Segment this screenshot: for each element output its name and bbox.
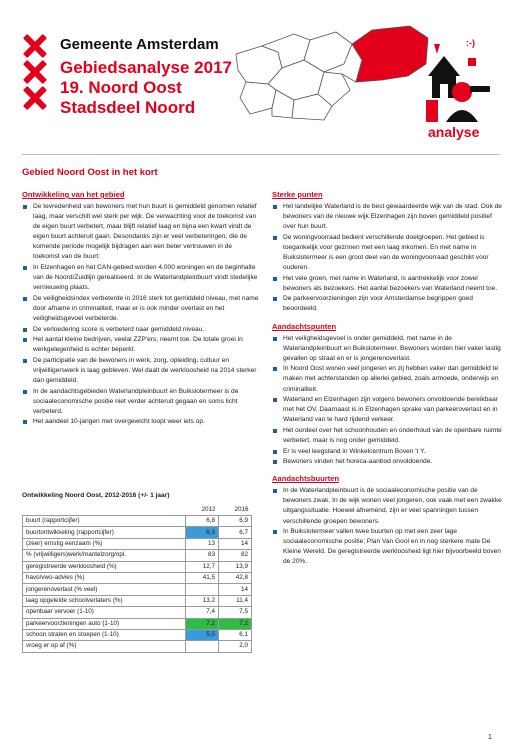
value-2016: 7,2 <box>219 618 252 629</box>
report-title: Gebiedsanalyse 2017 <box>60 58 233 77</box>
value-2016: 14 <box>219 584 252 595</box>
map-region <box>240 82 276 114</box>
list-item: Bewoners vinden het horeca-aanbod onvoldoende. <box>272 457 502 467</box>
attention-list <box>272 334 502 468</box>
list-item: Het landelijke Waterland is de best gewaardeerde wijk van de stad. Ook de bewoners van de nieuwe wijk Elzenhagen zijn boven gemiddeld positief over hun buurt. <box>272 202 502 232</box>
focus-neighbourhoods-list <box>272 486 502 567</box>
value-2012: 83 <box>186 550 219 561</box>
row-label: parkeervoorzieningen auto (1-10) <box>23 618 186 629</box>
logo-shape <box>434 44 440 54</box>
list-item: Er is veel leegstand in Winkelcentrum Boven 't Y. <box>272 447 502 457</box>
table-header-row <box>23 505 252 516</box>
cross-icon <box>23 86 47 110</box>
development-list <box>22 202 260 428</box>
list-item: Het oordeel over het schoonhouden en onderhoud van de openbare ruimte verbetert, maar is nog onder gemiddeld. <box>272 426 502 446</box>
value-2012 <box>186 641 219 652</box>
logo-shape <box>426 100 438 122</box>
value-2012: 7,4 <box>186 607 219 618</box>
row-label: jongerenoverlast (% veel) <box>23 584 186 595</box>
value-2012: 41,5 <box>186 572 219 583</box>
value-2016: 82 <box>219 550 252 561</box>
header-divider <box>22 154 500 155</box>
left-column <box>22 190 260 428</box>
list-item: In Elzenhagen en het CAN-gebied worden 4.000 woningen en de beginhalte van de Noord/Zuidlijn gerealiseerd. In de Waterlandpleinbuurt vindt stedelijke vernieuwing plaats. <box>22 263 260 293</box>
table-row <box>23 572 252 583</box>
row-label: buurt (rapportcijfer) <box>23 516 186 527</box>
value-2012: 5,5 <box>186 629 219 640</box>
list-item: In de Waterlandpleinbuurt is de sociaaleconomische positie van de bewoners zwak. In de wijk wonen veel jongeren, ook vaak met een zwakke uitgangssituatie. Hoewel afnemend, zijn er veel spanningen tussen verschillende groepen bewoners. <box>272 486 502 526</box>
page-number: 1 <box>488 734 492 741</box>
list-item: Het vele groen, met name in Waterland, is aantrekkelijk voor zowel bewoners als bezoekers. Het aantal bezoekers van Waterland neemt toe. <box>272 274 502 294</box>
row-label: % (vrijwilligers)werk/mantelzorg/opl. <box>23 550 186 561</box>
list-item: De participatie van de bewoners in werk, zorg, opleiding, cultuur en vrijwilligerswerk is laag gebleven. Wel daalt de werkloosheid na 2014 sterker dan gemiddeld. <box>22 356 260 386</box>
row-label: openbaar vervoer (1-10) <box>23 607 186 618</box>
table-row <box>23 516 252 527</box>
development-heading: Ontwikkeling van het gebied <box>22 190 125 199</box>
value-2012 <box>186 584 219 595</box>
value-2012: 13,2 <box>186 595 219 606</box>
district-title: Stadsdeel Noord <box>60 98 196 117</box>
list-item: De parkeervoorzieningen zijn voor Amsterdamse begrippen goed beoordeeld. <box>272 294 502 314</box>
table-row <box>23 550 252 561</box>
row-label: schoon straten en stoepen (1-10) <box>23 629 186 640</box>
list-item: Waterland en Elzenhagen zijn volgens bewoners onvoldoende bereikbaar met het OV. Daarnaast is in Elzenhagen sprake van parkeeroverlast en in Waterland van te hard rijdend verkeer. <box>272 395 502 425</box>
list-item: In de aandachtsgebieden Waterlandpleinbuurt en Buikslotermeer is de sociaaleconomische positie niet verder achteruit gegaan en soms licht verbeterd. <box>22 387 260 417</box>
attention-heading: Aandachtspunten <box>272 321 337 331</box>
amsterdam-crosses-logo <box>23 34 47 112</box>
area-title: 19. Noord Oost <box>60 78 182 97</box>
value-2016: 6,1 <box>219 629 252 640</box>
logo-text: analyse <box>428 124 480 140</box>
table-row <box>23 641 252 652</box>
person-icon <box>446 110 478 122</box>
row-label: havo/vwo-advies (%) <box>23 572 186 583</box>
table-row <box>23 561 252 572</box>
row-label: geregistreerde werkloosheid (%) <box>23 561 186 572</box>
list-item: De verloedering score is verbeterd naar gemiddeld niveau. <box>22 325 260 335</box>
table-row <box>23 629 252 640</box>
table-title: Ontwikkeling Noord Oost, 2012-2016 (+/- 1 jaar) <box>22 492 170 499</box>
district-map <box>232 24 432 122</box>
focus-neighbourhoods-heading: Aandachtsbuurten <box>272 474 340 484</box>
list-item: Het aandeel 10-jarigen met overgewicht loopt weer iets op. <box>22 417 260 427</box>
development-table <box>22 505 252 653</box>
organization-name: Gemeente Amsterdam <box>60 36 219 53</box>
house-icon <box>428 56 460 76</box>
table-row <box>23 527 252 538</box>
value-2012: 12,7 <box>186 561 219 572</box>
value-2016: 14 <box>219 538 252 549</box>
list-item: De woningvoorraad bedient verschillende doelgroepen. Het gebied is toegankelijk voor geznnen met een laag inkomen. En met name in Buikslotermeer is een groot deel van de woningvoorraad geschikt voor ouderen. <box>272 233 502 273</box>
value-2016: 6,7 <box>219 527 252 538</box>
row-label: vroeg er op af (%) <box>23 641 186 652</box>
value-2012: 13 <box>186 538 219 549</box>
year-header: 2016 <box>219 505 252 516</box>
cross-icon <box>23 34 47 58</box>
table-row <box>23 607 252 618</box>
strengths-list <box>272 202 502 315</box>
value-2016: 13,9 <box>219 561 252 572</box>
table-row <box>23 595 252 606</box>
value-2016: 42,8 <box>219 572 252 583</box>
value-2016: 2,0 <box>219 641 252 652</box>
logo-symbols: :-) <box>466 38 475 48</box>
value-2016: 7,5 <box>219 607 252 618</box>
person-head-icon <box>452 82 472 102</box>
table-row <box>23 584 252 595</box>
row-label: laag opgeleide schoolverlaters (%) <box>23 595 186 606</box>
cross-icon <box>23 60 47 84</box>
value-2012: 7,2 <box>186 618 219 629</box>
section-title: Gebied Noord Oost in het kort <box>22 167 158 178</box>
list-item: In Buikslotermeer vallen twee buurten op met een zeer lage sociaaleconomische positie; Plan Van Gool en in nog sterkere mate De Kleine Wereld. De geregistreerde werkloosheid ligt hier bijvoorbeeld boven de 20%. <box>272 527 502 567</box>
highlighted-region <box>352 26 428 82</box>
list-item: Het aantal kleine bedrijven, veelal ZZP'ers, neemt toe. De totale groei in werkgelegenheid is echter beperkt. <box>22 335 260 355</box>
strengths-heading: Sterke punten <box>272 190 323 199</box>
table-row <box>23 618 252 629</box>
list-item: De tevredenheid van bewoners met hun buurt is gemiddeld genomen relatief laag, maar verschilt wel sterk per wijk. De verwachting voor de toekomst van de eigen buurt verbetert, maar blijft relatief laag en bijna een kwart vindt de eigen buurt achteruit gaan. Desondanks zijn er veel verbeteringen, die de komende periode mogelijk bijdragen aan een beter vertrouwen in de toekomst van de buurt: <box>22 202 260 263</box>
table-body <box>23 516 252 653</box>
row-label: buurtontwikkeling (rapportcijfer) <box>23 527 186 538</box>
list-item: De veiligheidsindex verbeterde in 2016 sterk tot gemiddeld niveau, met name door afname in criminaliteit, maar er is ook minder overlast en het veiligheidsgevoel verbeterde. <box>22 294 260 324</box>
value-2012: 6,8 <box>186 516 219 527</box>
row-label: (zeer) ernstig eenzaam (%) <box>23 538 186 549</box>
value-2012: 6,3 <box>186 527 219 538</box>
table-row <box>23 538 252 549</box>
value-2016: 11,4 <box>219 595 252 606</box>
value-2016: 6,9 <box>219 516 252 527</box>
year-header: 2012 <box>186 505 219 516</box>
list-item: Het veiligheidsgevoel is onder gemiddeld, met name in de Waterlandpleinbuurt en Buikslotermeer. Bewoners worden hier vaker lastig gevallen op straat en er is jongerenoverlast. <box>272 334 502 364</box>
right-column <box>272 190 502 568</box>
logo-shape <box>468 58 476 66</box>
list-item: In Noord Oost wonen veel jongeren en zij hebben vaker dan gemiddeld te maken met achterstanden op allerlei gebied, zoals armoede, onderwijs en criminaliteit. <box>272 364 502 394</box>
